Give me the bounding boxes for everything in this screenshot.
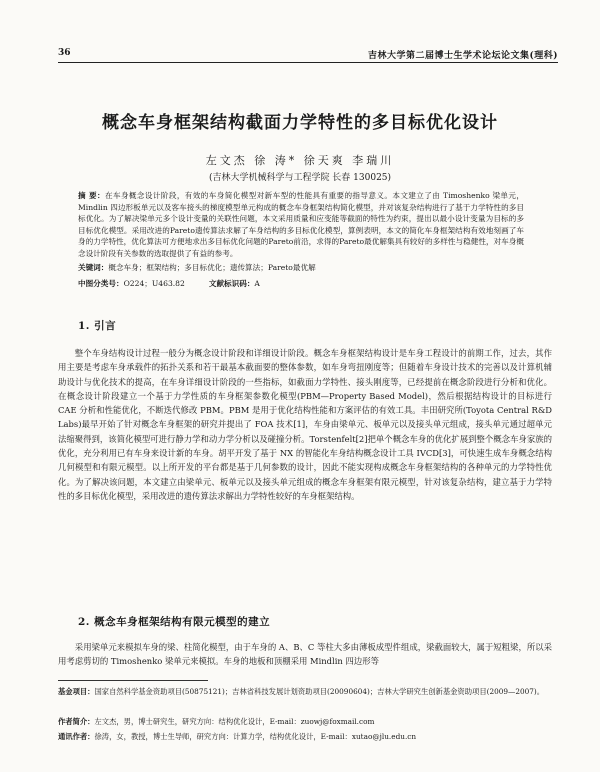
abstract-label: 摘 要： <box>78 191 105 200</box>
doc-code-value: A <box>254 279 260 288</box>
footnote-divider <box>58 680 208 681</box>
keywords-text: 概念车身；框架结构；多目标优化；遗传算法；Pareto最优解 <box>108 263 316 272</box>
abstract-text: 在车身概念设计阶段，有效的车身简化模型对新车型的性能具有重要的指导意义。本文建立了由 Timoshenko 梁单元，Mindlin 四边形板单元以及客车接头的梯度模型单元构成的概念车身框架结构简化模型，并对该复杂结构进行了基于力学特性的多目标优化。为了解决梁单元多个设计变量的关联性问题，本文采用质量和应变能等截面的特性为约束，提出以最小设计变量为目标的多目标优化模型。采用改进的Pareto遗传算法求解了车身结构的多目标优化模型，算例表明，本文的简化车身框架结构有效地刻画了车身的力学特性，优化算法可方便地求出多目标优化问题的Pareto前沿，求得的Pareto最优解集具有较好的多样性与稳健性，对车身概念设计阶段有关参数的选取提供了有益的参考。 <box>78 191 524 258</box>
footnote-funding-text: 国家自然科学基金资助项目(50875121)；吉林省科技发展计划资助项目(20090604)；吉林大学研究生创新基金资助项目(2009—2007)。 <box>94 687 545 696</box>
footnote-author-bio-text: 左文杰，男，博士研究生，研究方向：结构优化设计，E-mail：zuowj@foxmail.com <box>94 717 375 726</box>
page-number: 36 <box>58 48 71 58</box>
footnote-funding-label: 基金项目： <box>58 687 95 696</box>
journal-title: 吉林大学第二届博士生学术论坛论文集(理科) <box>367 51 558 61</box>
keywords <box>78 262 524 273</box>
section-paragraph-introduction: 整个车身结构设计过程一般分为概念设计阶段和详细设计阶段。概念车身框架结构设计是车身工程设计的前期工作，过去，其作用主要是考虑车身承载件的拓扑关系和若干最基本截面要的整体参数，如车身弯扭刚度等；但随着车身设计技术的完善以及计算机辅助设计与优化技术的提高，在车身详细设计阶段的一些指标，如截面力学特性、接头刚度等，已经提前在概念阶段进行分析和优化。在概念设计阶段建立一个基于力学性质的车身框架参数化模型(PBM—Property Based Model)，然后根据结构设计的目标进行 CAE 分析和性能优化，不断迭代修改 PBM。PBM 是用于优化结构性能和方案评估的有效工具。丰田研究所(Toyota Central R&D Labs)最早开始了针对概念车身框架的研究并提出了 FOA 技术[1]，车身由梁单元、板单元以及接头单元组成，接头单元通过超单元法缩聚得到，该简化模型可进行静力学和动力学分析以及碰撞分析。Torstenfelt[2]把单个概念车身的优化扩展到整个概念车身家族的优化，充分利用已有车身来设计新的车身。胡平开发了基于 NX 的智能化车身结构概念设计工具 IVCD[3]，可快速生成车身概念结构几何模型和有限元模型。以上所开发的平台都是基于几何参数的设计，因此不能实现构成概念车身框架结构的各种单元的力学特性优化。为了解决该问题，本文建立由梁单元、板单元以及接头单元组成的概念车身框架有限元模型，针对该复杂结构，建立基于力学特性的多目标优化模型，采用改进的遗传算法求解出力学特性较好的车身框架结构。 <box>58 348 552 501</box>
footnote-author-bio-label: 作者简介： <box>58 717 95 726</box>
author-list: 左文杰 徐 涛* 徐天爽 李瑞川 <box>205 154 395 167</box>
footnote-funding <box>58 686 552 698</box>
footnote-corresponding-text: 徐涛，女，教授，博士生导师，研究方向：计算力学，结构优化设计，E-mail：xutao@jlu.edu.cn <box>94 732 417 741</box>
doc-code-label: 文献标识码： <box>208 279 255 288</box>
section-paragraph-fem-model: 采用梁单元来模拟车身的梁、柱简化模型，由于车身的 A、B、C 等柱大多由薄板成型件组成，梁截面较大，属于短粗梁，所以采用考虑剪切的 Timoshenko 梁单元来模拟。车身的地板和顶棚采用 Mindlin 四边形等 <box>58 642 552 667</box>
keywords-label: 关键词： <box>78 263 109 272</box>
clc-label: 中图分类号： <box>78 279 124 288</box>
footnote-corresponding-author <box>58 731 552 743</box>
abstract <box>78 190 524 260</box>
footnote-corresponding-label: 通讯作者： <box>58 732 95 741</box>
author-affiliation: (吉林大学机械科学与工程学院 长春 130025) <box>208 173 392 183</box>
clc-value: O224；U463.82 <box>123 279 185 288</box>
footnote-author-bio <box>58 716 552 728</box>
paper-title: 概念车身框架结构截面力学特性的多目标优化设计 <box>102 113 498 133</box>
section-heading-introduction: 1. 引言 <box>78 320 117 332</box>
section-heading-fem-model: 2. 概念车身框架结构有限元模型的建立 <box>78 616 271 628</box>
running-header <box>58 46 558 63</box>
classification-line <box>78 278 524 289</box>
